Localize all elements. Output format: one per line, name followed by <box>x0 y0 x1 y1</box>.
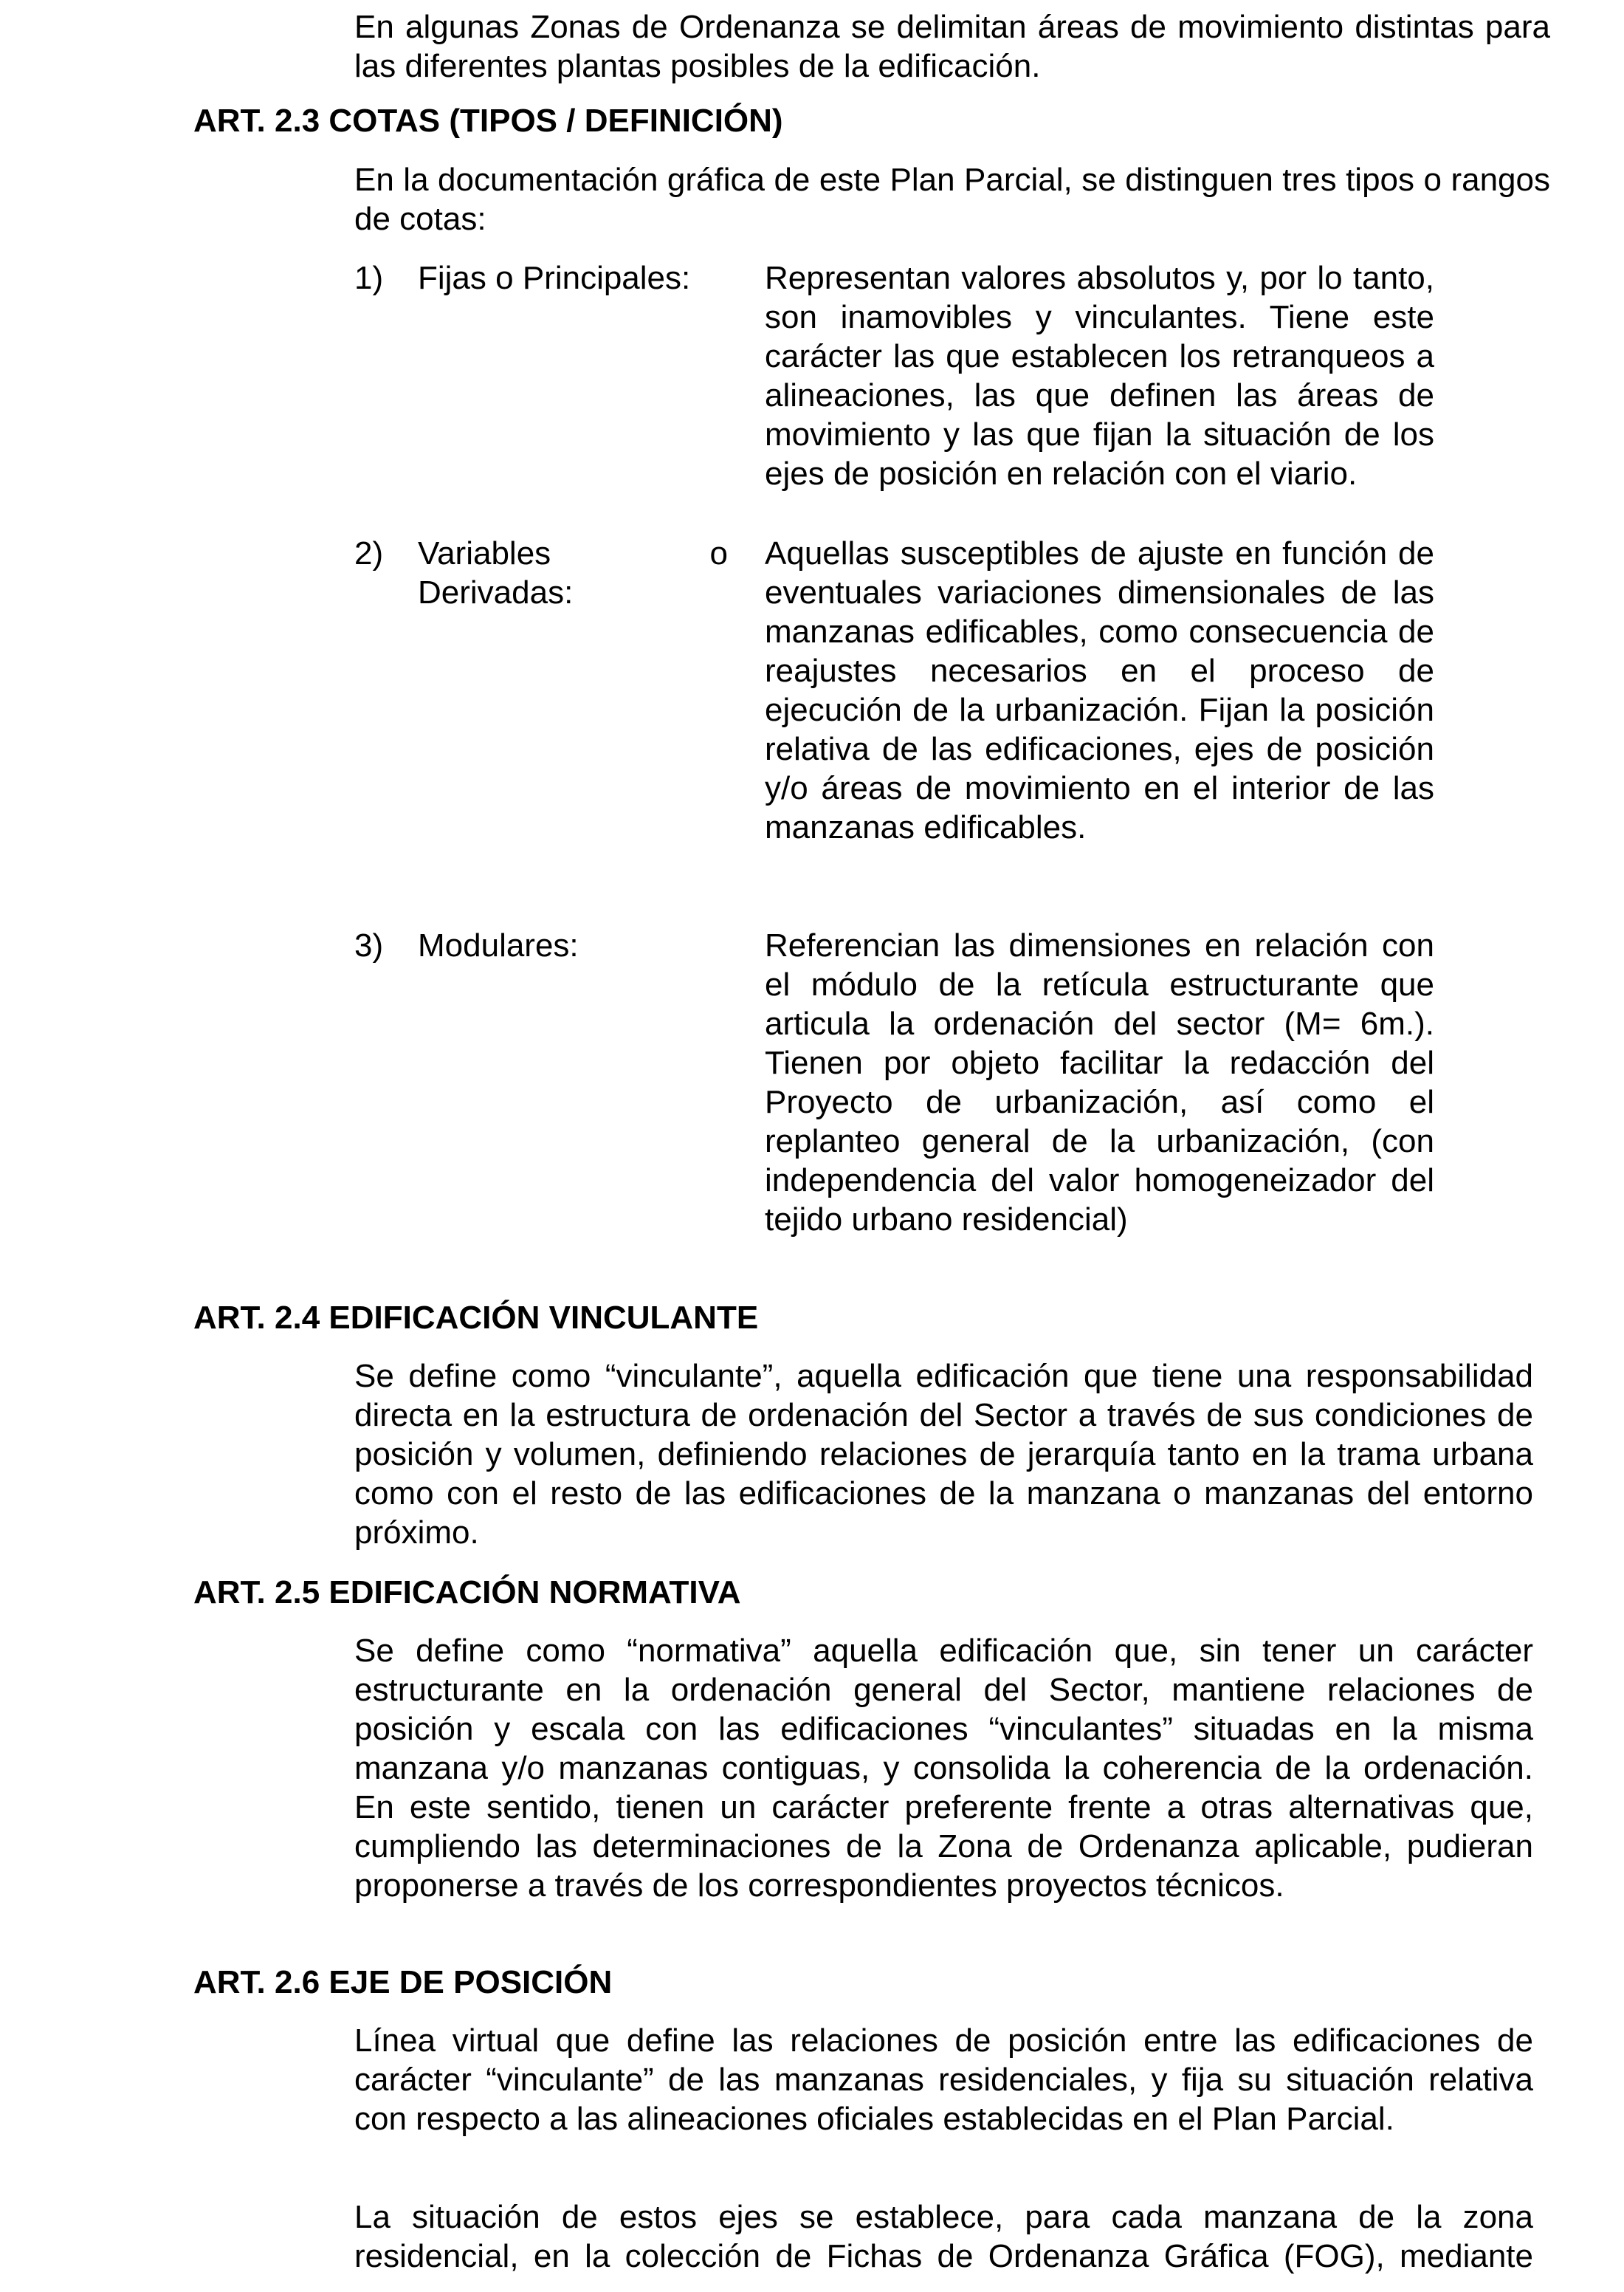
list-number: 3) <box>354 927 384 964</box>
heading-art-2-3: ART. 2.3 COTAS (TIPOS / DEFINICIÓN) <box>193 103 783 139</box>
list-term: Modulares: <box>418 927 579 964</box>
intro-paragraph: En algunas Zonas de Ordenanza se delimitan áreas de movimiento distintas para las diferentes plantas posibles de la edificación. <box>354 9 1550 84</box>
heading-art-2-5: ART. 2.5 EDIFICACIÓN NORMATIVA <box>193 1574 741 1610</box>
art-2-4-paragraph: Se define como “vinculante”, aquella edificación que tiene una responsabilidad directa en la estructura de ordenación del Sector a través de sus condiciones de posición y volumen, definiendo relaciones de jerarquía tanto en la trama urbana como con el resto de las edificaciones de la manzana o manzanas del entorno próximo. <box>354 1358 1533 1551</box>
heading-art-2-4: ART. 2.4 EDIFICACIÓN VINCULANTE <box>193 1300 759 1336</box>
art-2-3-intro: En la documentación gráfica de este Plan Parcial, se distinguen tres tipos o rangos de cotas: <box>354 162 1550 237</box>
list-term: Fijas o Principales: <box>418 260 691 296</box>
art-2-6-paragraph-2: La situación de estos ejes se establece, para cada manzana de la zona residencial, en la colección de Fichas de Ordenanza Gráfica (FOG), mediante <box>354 2199 1533 2274</box>
list-number: 1) <box>354 260 384 296</box>
art-2-6-paragraph-1: Línea virtual que define las relaciones de posición entre las edificaciones de carácter “vinculante” de las manzanas residenciales, y fija su situación relativa con respecto a las alineaciones oficiales establecidas en el Plan Parcial. <box>354 2022 1533 2137</box>
heading-art-2-6: ART. 2.6 EJE DE POSICIÓN <box>193 1964 613 2000</box>
list-description: Referencian las dimensiones en relación con el módulo de la retícula estructurante que articula la ordenación del sector (M= 6m.). Tienen por objeto facilitar la redacción del Proyecto de urbanización, así como el replanteo general de la urbanización, (con independencia del valor homogeneizador del tejido urbano residencial) <box>765 927 1434 1238</box>
list-description: Representan valores absolutos y, por lo tanto, son inamovibles y vinculantes. Tiene este carácter las que establecen los retranqueos a alineaciones, las que definen las áreas de movimiento y las que fijan la situación de los ejes de posición en relación con el viario. <box>765 260 1434 492</box>
list-number: 2) <box>354 535 384 572</box>
list-description: Aquellas susceptibles de ajuste en función de eventuales variaciones dimensionales de las manzanas edificables, como consecuencia de reajustes necesarios en el proceso de ejecución de la urbanización. Fijan la posición relativa de las edificaciones, ejes de posición y/o áreas de movimiento en el interior de las manzanas edificables. <box>765 535 1434 845</box>
list-term: Variables o Derivadas: <box>418 535 728 611</box>
art-2-5-paragraph: Se define como “normativa” aquella edificación que, sin tener un carácter estructurante en la ordenación general del Sector, mantiene relaciones de posición y escala con las edificaciones “vinculantes” situadas en la misma manzana y/o manzanas contiguas, y consolida la coherencia de la ordenación. En este sentido, tienen un carácter preferente frente a otras alternativas que, cumpliendo las determinaciones de la Zona de Ordenanza aplicable, pudieran proponerse a través de los correspondientes proyectos técnicos. <box>354 1633 1533 1904</box>
